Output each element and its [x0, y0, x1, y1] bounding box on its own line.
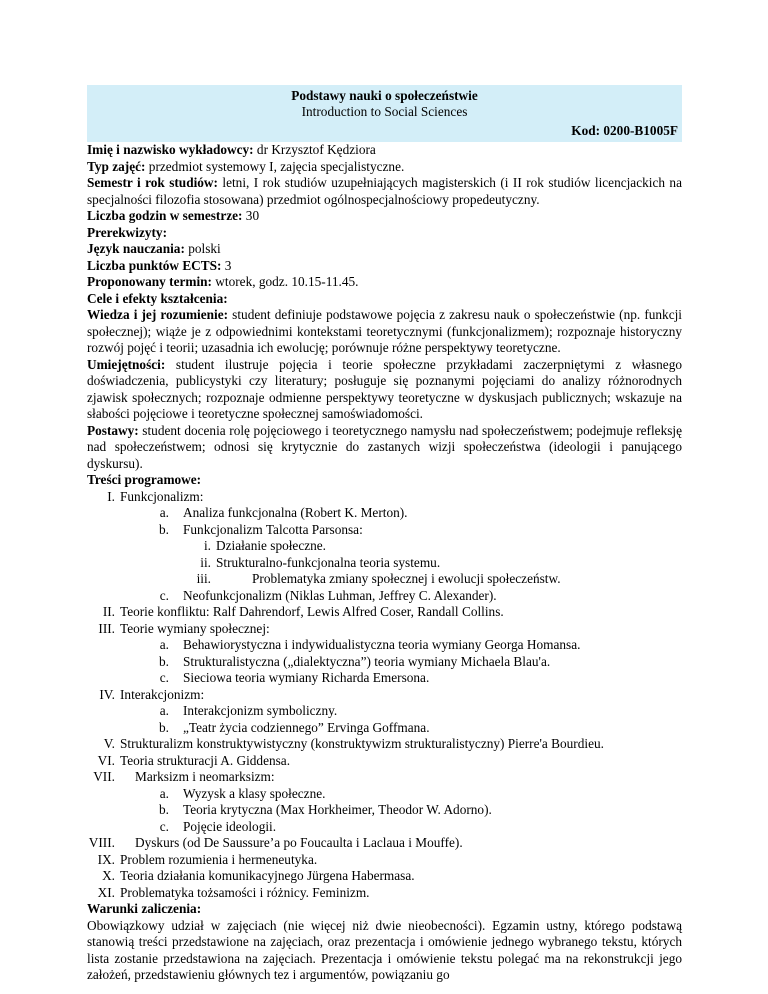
field-label: Treści programowe:: [87, 472, 202, 487]
outline-text: Problematyka tożsamości i różnicy. Feminizm.: [120, 884, 370, 900]
outline-number: c.: [159, 670, 169, 685]
outline-number: b.: [159, 653, 169, 669]
outline-item: [87, 736, 682, 753]
outline-item: [87, 885, 682, 902]
outline-number: a.: [159, 785, 169, 801]
outline-number: VII.: [93, 769, 115, 784]
outline-item: [87, 753, 682, 770]
field-row: [87, 159, 682, 176]
outline-number: c.: [159, 587, 169, 603]
outline-item: [87, 786, 682, 803]
outline-item: [87, 505, 682, 522]
outline-number: a.: [159, 505, 169, 520]
outline-text: Interakcjonizm symboliczny.: [183, 703, 338, 718]
course-code: Kod: 0200-B1005F: [571, 123, 678, 138]
outline-text: Teoria krytyczna (Max Horkheimer, Theodor W. Adorno).: [183, 802, 492, 817]
field-label: Umiejętności:: [87, 356, 166, 372]
outline-number: i.: [203, 538, 211, 553]
outline-item: [87, 637, 682, 654]
field-row: [87, 225, 682, 242]
outline-item: [87, 654, 682, 671]
outline-item: [87, 604, 682, 621]
outline-item: [87, 868, 682, 885]
field-label: Cele i efekty kształcenia:: [87, 290, 228, 306]
outline-text: Problem rozumienia i hermeneutyka.: [120, 851, 318, 867]
outline-number: XI.: [97, 884, 115, 900]
outline-text: Funkcjonalizm:: [120, 488, 204, 504]
outline-text: Sieciowa teoria wymiany Richarda Emersona.: [183, 670, 430, 685]
outline-text: Strukturalistyczna („dialektyczna”) teoria wymiany Michaela Blau'a.: [183, 653, 551, 669]
outline-text: Problematyka zmiany społecznej i ewolucji społeczeństw.: [252, 571, 561, 586]
outline-number: VI.: [97, 752, 115, 768]
outline-text: „Teatr życia codziennego” Ervinga Goffmana.: [183, 719, 430, 735]
field-row: [87, 472, 682, 489]
field-label: Typ zajęć:: [87, 158, 146, 174]
outline-item: [87, 835, 682, 852]
outline-text: Strukturalno-funkcjonalna teoria systemu.: [216, 554, 441, 570]
outline-number: b.: [159, 719, 169, 735]
outline-item: [87, 720, 682, 737]
field-value: 30: [242, 208, 260, 223]
course-subtitle: Introduction to Social Sciences: [301, 104, 468, 119]
field-row: [87, 291, 682, 308]
outline-item: [87, 489, 682, 506]
field-value: polski: [184, 241, 221, 256]
outline-item: [87, 538, 682, 555]
field-row: [87, 274, 682, 291]
field-label: Semestr i rok studiów:: [87, 175, 218, 190]
outline-number: a.: [159, 703, 169, 718]
outline-number: iii.: [196, 571, 211, 586]
outline-item: [87, 588, 682, 605]
outline-text: Teorie konfliktu: Ralf Dahrendorf, Lewis Alfred Coser, Randall Collins.: [120, 604, 504, 619]
outline-number: V.: [103, 736, 115, 751]
outline-text: Interakcjonizm:: [120, 686, 205, 702]
outline-text: Strukturalizm konstruktywistyczny (konstruktywizm strukturalistyczny) Pierre'a Bourdieu.: [120, 736, 604, 751]
outline-number: IV.: [99, 686, 115, 702]
outline-item: [87, 522, 682, 539]
outline-item: [87, 703, 682, 720]
field-label: Wiedza i jej rozumienie:: [87, 307, 229, 322]
outline-text: Neofunkcjonalizm (Niklas Luhman, Jeffrey C. Alexander).: [183, 587, 497, 603]
outline-text: Dyskurs (od De Saussure’a po Foucaulta i Laclaua i Mouffe).: [135, 835, 463, 850]
outline-number: II.: [102, 604, 115, 619]
outline-text: Wyzysk a klasy społeczne.: [183, 785, 326, 801]
field-value: student definiuje podstawowe pojęcia z zakresu nauk o społeczeństwie (np. funkcji społecznej); wiąże je z odpowiednimi kontekstami teoretycznymi (funkcjonalizmem); rozpoznaje historyczny rozwój pojęć i teorii; uzasadnia ich ewolucję; porównuje różne perspektywy teoretyczne.: [87, 307, 682, 355]
outline-number: b.: [159, 521, 169, 537]
field-value: student ilustruje pojęcia i teorie społeczne przykładami zaczerpniętymi z własnego doświadczenia, publicystyki czy literatury; posługuje się poznanymi pojęciami do analizy różnorodnych zjawisk społecznych; rozpoznaje odmienne perspektywy teoretyczne w dyskusjach publicznych; wskazuje na słabości pojęciowe i teoretyczne społecznej samoświadomości.: [87, 356, 682, 421]
outline-item: [87, 769, 682, 786]
conditions-text: Obowiązkowy udział w zajęciach (nie więcej niż dwie nieobecności). Egzamin ustny, którego podstawą stanowią treści przedstawione na zajęciach, oraz prezentacja i omówienie jednego wybranego tekstu, których lista zostanie przedstawiona na zajęciach. Prezentacja i omówienie tekstu polegać ma na rekonstrukcji jego założeń, przedstawieniu głównych tez i argumentów, powiązaniu go: [87, 917, 682, 982]
outline-text: Marksizm i neomarksizm:: [135, 769, 275, 784]
conditions-section: [87, 901, 682, 918]
field-label: Liczba punktów ECTS:: [87, 257, 222, 273]
course-fields: [87, 142, 682, 489]
outline-text: Teorie wymiany społecznej:: [120, 620, 270, 636]
field-row: [87, 423, 682, 473]
outline-item: [87, 555, 682, 572]
outline-number: b.: [159, 802, 169, 817]
outline-number: ii.: [200, 554, 211, 570]
outline-item: [87, 670, 682, 687]
field-label: Proponowany termin:: [87, 274, 212, 289]
outline-item: [87, 687, 682, 704]
program-outline: [87, 489, 682, 902]
field-row: [87, 142, 682, 159]
field-label: Prerekwizyty:: [87, 224, 167, 240]
field-value: letni, I rok studiów uzupełniających magisterskich (i II rok studiów licencjackich na specjalności filozofia stosowana) przedmiot ogólnospecjalnościowy propedeutyczny.: [87, 175, 682, 207]
field-value: 3: [221, 257, 232, 273]
outline-item: [87, 621, 682, 638]
outline-item: [87, 802, 682, 819]
field-value: dr Krzysztof Kędziora: [253, 142, 376, 157]
conditions-label: Warunki zaliczenia:: [87, 901, 202, 916]
field-row: [87, 307, 682, 357]
field-label: Imię i nazwisko wykładowcy:: [87, 142, 254, 157]
field-row: [87, 175, 682, 208]
outline-text: Teoria strukturacji A. Giddensa.: [120, 752, 291, 768]
outline-item: [87, 852, 682, 869]
outline-text: Behawiorystyczna i indywidualistyczna teoria wymiany Georga Homansa.: [183, 637, 581, 652]
outline-number: VIII.: [88, 835, 115, 850]
outline-text: Funkcjonalizm Talcotta Parsonsa:: [183, 521, 363, 537]
field-row: [87, 241, 682, 258]
course-header: [87, 85, 682, 142]
document-body: [87, 142, 682, 984]
outline-text: Pojęcie ideologii.: [183, 818, 277, 834]
field-label: Liczba godzin w semestrze:: [87, 208, 243, 223]
outline-number: III.: [98, 620, 115, 636]
outline-number: a.: [159, 637, 169, 652]
outline-number: I.: [107, 488, 115, 504]
outline-item: [87, 571, 682, 588]
outline-text: Teoria działania komunikacyjnego Jürgena Habermasa.: [120, 868, 415, 883]
field-value: przedmiot systemowy I, zajęcia specjalistyczne.: [145, 158, 405, 174]
field-value: student docenia rolę pojęciowego i teoretycznego namysłu nad społeczeństwem; podejmuje refleksję nad społeczeństwem; odnosi się krytycznie do zastanych wizji społeczeństwa (ideologii i panującego dyskursu).: [87, 422, 682, 471]
field-row: [87, 258, 682, 275]
outline-number: IX.: [97, 851, 115, 867]
outline-number: c.: [159, 818, 169, 834]
outline-text: Działanie społeczne.: [216, 538, 327, 553]
outline-item: [87, 819, 682, 836]
outline-number: X.: [102, 868, 115, 883]
outline-text: Analiza funkcjonalna (Robert K. Merton).: [183, 505, 408, 520]
field-row: [87, 208, 682, 225]
course-title: Podstawy nauki o społeczeństwie: [291, 88, 478, 103]
field-label: Język nauczania:: [87, 241, 185, 256]
field-label: Postawy:: [87, 422, 139, 438]
field-value: wtorek, godz. 10.15-11.45.: [211, 274, 359, 289]
field-row: [87, 357, 682, 423]
